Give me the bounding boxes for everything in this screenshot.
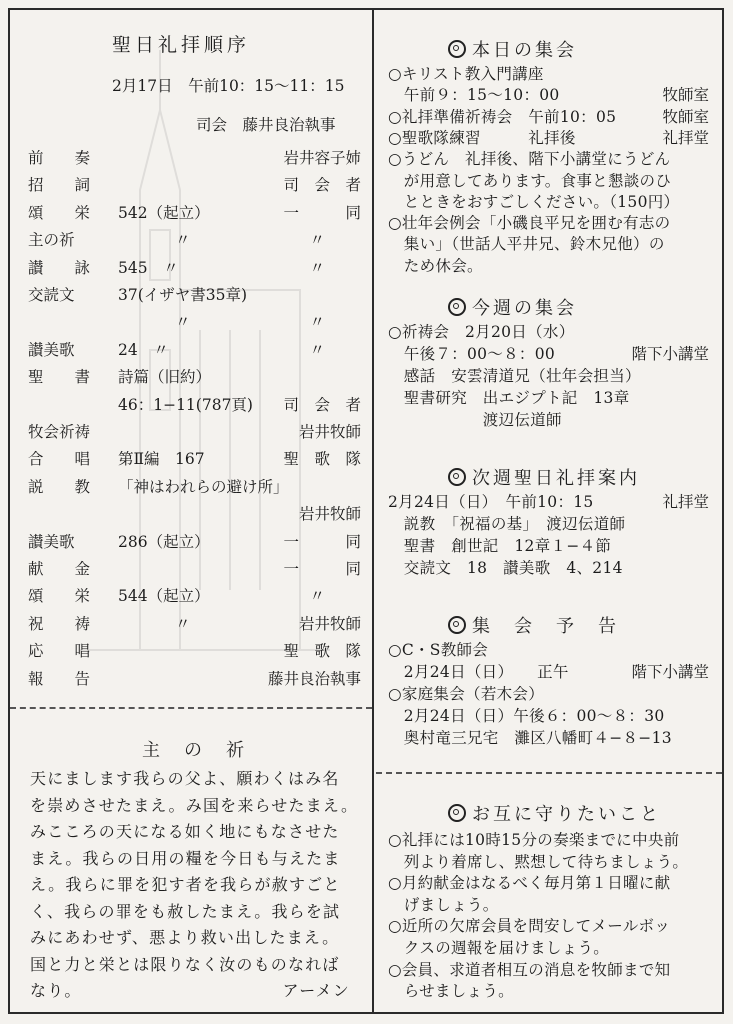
prayer-line: みにあわせず、悪より救い出したまえ。 xyxy=(30,928,340,947)
prayer-line: く、我らの罪をも赦したまえ。我らを試 xyxy=(30,901,341,921)
lords-prayer-title: 主 の 祈 xyxy=(142,740,247,761)
prayer-line: え。我らに罪を犯す者を我らが赦すごと xyxy=(30,875,341,894)
order-item-label: 招 詞 xyxy=(28,176,91,195)
left-section-divider xyxy=(10,707,372,710)
order-item-content: 46：1−11(787頁) xyxy=(118,395,253,414)
announcement-line: が用意してあります。食事と懇談のひ xyxy=(388,171,672,190)
section-title-text: 本日の集会 xyxy=(472,40,577,61)
announcement-line: ○礼拝には10時15分の奏楽までに中央前 xyxy=(388,831,680,849)
announcement-line: 午後７：00〜８：00 xyxy=(388,345,556,363)
order-item-person: 司 会 者 xyxy=(283,395,361,414)
announcement-line: 感話 安雲清道兄（壮年会担当） xyxy=(388,367,641,385)
announcement-place: 階下小講堂 xyxy=(631,663,709,681)
worship-order-title: 聖日礼拝順序 xyxy=(112,34,251,56)
announcement-line: クスの週報を届けましょう。 xyxy=(388,939,610,957)
announcement-line: ため休会。 xyxy=(388,256,483,275)
notice-section-title xyxy=(448,612,619,638)
order-item-content: 542（起立） xyxy=(118,203,210,222)
announcement-line: ○近所の欠席会員を問安してメールボッ xyxy=(388,917,671,936)
order-item-person: 〃 xyxy=(309,313,325,332)
announcement-line: 奥村竜三兄宅 灘区八幡町４−８−13 xyxy=(388,729,672,747)
order-item-person: 〃 xyxy=(309,340,325,359)
section-title-text: 今週の集会 xyxy=(472,298,577,319)
worship-date: 2月17日 午前10：15〜11：15 xyxy=(112,77,345,95)
announcement-line: らせましょう。 xyxy=(388,982,514,1001)
order-item-person: 〃 xyxy=(309,587,325,606)
order-item-content: 第Ⅱ編 167 xyxy=(118,450,205,469)
order-item-person: 〃 xyxy=(309,231,325,250)
order-item-content: 「神はわれらの避け所」 xyxy=(118,477,289,496)
announcement-line: ○C・S教師会 xyxy=(388,641,489,659)
order-item-label: 讃美歌 xyxy=(28,532,75,551)
order-item-label: 主の祈 xyxy=(28,231,75,250)
order-item-person: 藤井良治執事 xyxy=(267,669,361,688)
order-item-person: 一 同 xyxy=(283,203,361,222)
order-item-person: 岩井容子姉 xyxy=(283,149,361,167)
announcement-line: 集い」（世話人平井兄、鈴木兄他）の xyxy=(388,235,665,254)
double-circle-icon xyxy=(448,468,466,486)
order-item-person: 聖 歌 隊 xyxy=(283,642,361,661)
order-item-label: 頌 栄 xyxy=(28,587,91,606)
section-title-text: 集 会 予 告 xyxy=(472,616,619,637)
worship-presider: 司会 藤井良治執事 xyxy=(196,116,336,134)
order-item-content: 24 〃 xyxy=(118,340,169,359)
order-item-label: 前 奏 xyxy=(28,149,91,167)
prayer-line: 天にまします我らの父よ、願わくはみ名 xyxy=(30,769,340,788)
announcement-line: 聖書 創世記 12章１−４節 xyxy=(388,537,612,555)
order-item-label: 讃美歌 xyxy=(28,340,75,359)
announcement-place: 礼拝堂 xyxy=(662,128,709,147)
order-item-label: 頌 栄 xyxy=(28,203,91,222)
announcement-line: ○キリスト教入門講座 xyxy=(388,65,544,83)
order-item-label: 説 教 xyxy=(28,477,91,496)
next-section-title xyxy=(448,464,640,490)
order-item-label: 牧会祈祷 xyxy=(28,423,91,441)
announcement-line: 聖書研究 出エジプト記 13章 xyxy=(388,389,630,407)
prayer-line: まえ。我らの日用の糧を今日も与えたま xyxy=(30,848,341,868)
prayer-line: みこころの天になる如く地にもなさせた xyxy=(30,822,340,841)
announcement-line: ○会員、求道者相互の消息を牧師まで知 xyxy=(388,960,671,979)
announcement-line: 2月24日（日）午後６：00〜８：30 xyxy=(388,707,665,725)
week-section-title xyxy=(448,294,577,320)
prayer-line: を崇めさせたまえ。み国を来らせたまえ。 xyxy=(30,795,359,815)
order-item-label: 聖 書 xyxy=(28,368,91,387)
announcement-place: 礼拝堂 xyxy=(662,493,709,511)
announcement-line: 午前９：15〜10：00 xyxy=(388,86,560,105)
order-item-label: 献 金 xyxy=(28,560,91,578)
announcement-line: ○家庭集会（若木会） xyxy=(388,685,545,703)
announcement-place: 牧師室 xyxy=(662,107,709,126)
order-item-content: 詩篇（旧約） xyxy=(118,368,212,387)
announcement-line: 交読文 18 讃美歌 4、214 xyxy=(388,559,623,577)
order-item-content: 37(イザヤ書35章) xyxy=(118,286,248,304)
double-circle-icon xyxy=(448,616,466,634)
announcement-line: ○うどん 礼拝後、階下小講堂にうどん xyxy=(388,150,671,169)
announcement-line: 2月24日（日） 午前10：15 xyxy=(388,493,594,511)
prayer-line: 国と力と栄とは限りなく汝のものなれば xyxy=(30,954,340,974)
announcement-line: ○祈祷会 2月20日（水） xyxy=(388,323,575,341)
order-item-content: 545 〃 xyxy=(118,258,179,277)
amen: アーメン xyxy=(282,981,350,1000)
order-item-person: 一 同 xyxy=(283,532,361,551)
order-item-content: 〃 xyxy=(175,614,191,633)
announcement-line: 列より着席し、黙想して待ちましょう。 xyxy=(388,852,689,871)
column-divider xyxy=(372,10,374,1012)
double-circle-icon xyxy=(448,40,466,58)
right-section-divider xyxy=(376,772,722,775)
lords-prayer-text xyxy=(30,766,364,1005)
announcement-line: ○礼拝準備祈祷会 午前10：05 xyxy=(388,107,617,126)
announcement-line: 説教 「祝福の基」 渡辺伝道師 xyxy=(388,515,626,533)
double-circle-icon xyxy=(448,804,466,822)
order-item-label: 応 唱 xyxy=(28,642,91,661)
order-item-label: 交読文 xyxy=(28,286,75,304)
prayer-line: なり。 アーメン xyxy=(30,978,364,1005)
order-item-content: 286（起立） xyxy=(118,532,210,551)
announcement-line: 渡辺伝道師 xyxy=(388,411,562,429)
order-item-label: 祝 祷 xyxy=(28,614,91,633)
order-item-person: 一 同 xyxy=(283,560,361,578)
order-item-content: 〃 xyxy=(175,231,191,250)
announcement-line: ○聖歌隊練習 礼拝後 xyxy=(388,128,576,147)
order-item-person: 岩井牧師 xyxy=(298,505,361,524)
order-item-label: 合 唱 xyxy=(28,450,91,469)
announcement-line: とときをおすごしください。（150円） xyxy=(388,192,680,211)
order-item-person: 岩井牧師 xyxy=(298,614,361,633)
order-item-content: 544（起立） xyxy=(118,587,210,606)
keep-section-title xyxy=(448,800,661,826)
order-item-content: 〃 xyxy=(175,313,191,332)
announcement-line: ○壮年会例会「小磯良平兄を囲む有志の xyxy=(388,214,671,233)
announcement-line: げましょう。 xyxy=(388,895,499,914)
announcement-line: ○月約献金はなるべく毎月第１日曜に献 xyxy=(388,874,671,893)
order-item-person: 岩井牧師 xyxy=(298,423,361,441)
order-item-person: 司 会 者 xyxy=(283,176,361,195)
order-item-label: 報 告 xyxy=(28,669,91,688)
section-title-text: 次週聖日礼拝案内 xyxy=(472,468,640,489)
order-item-person: 聖 歌 隊 xyxy=(283,450,361,469)
announcement-place: 階下小講堂 xyxy=(631,345,709,363)
announcement-line: 2月24日（日） 正午 xyxy=(388,663,569,681)
double-circle-icon xyxy=(448,298,466,316)
announcement-place: 牧師室 xyxy=(662,86,709,105)
order-item-label: 讃 詠 xyxy=(28,258,91,277)
today-section-title xyxy=(448,36,577,62)
section-title-text: お互に守りたいこと xyxy=(472,804,661,825)
order-item-person: 〃 xyxy=(309,258,325,277)
